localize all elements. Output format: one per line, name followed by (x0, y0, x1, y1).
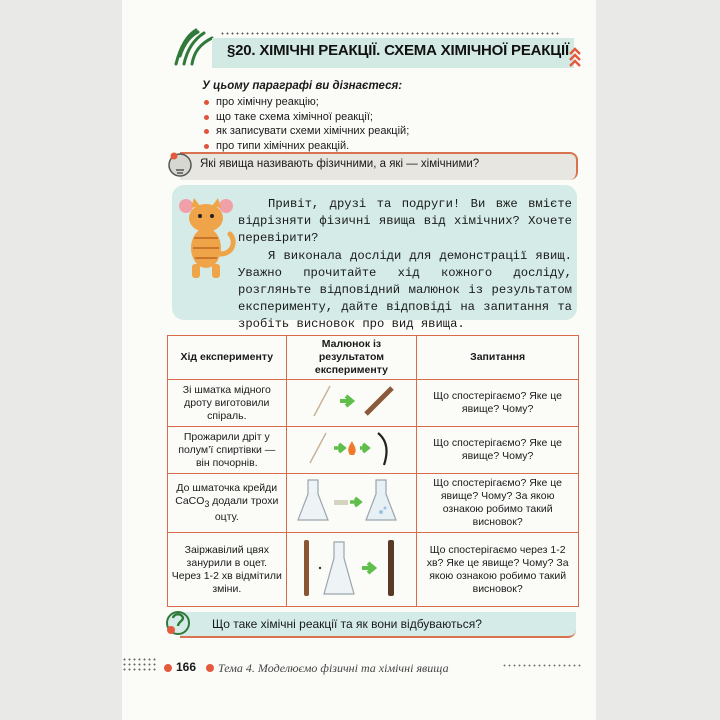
decorative-dots (122, 657, 158, 673)
experiment-image (286, 474, 417, 533)
chalk-icon (334, 500, 348, 505)
footer-bullet (164, 664, 172, 672)
list-item: про хімічну реакцію; (204, 95, 409, 110)
experiment-image (286, 380, 417, 427)
flame-icon (349, 441, 356, 455)
flask-icon (324, 542, 354, 594)
experiment-description: Зі шматка мідного дроту виготовили спіраль. (168, 380, 287, 427)
column-header: Малюнок із результатом експерименту (286, 336, 417, 380)
experiment-description: До шматочка крейди CaCO$_3$ додали трохи оцту. (168, 474, 287, 533)
table-row (168, 380, 579, 427)
question-bulb-icon (162, 606, 194, 638)
question-text: Що таке хімічні реакції та як вони відбуваються? (212, 617, 482, 631)
page-number: 166 (176, 660, 197, 674)
nail-icon (388, 540, 394, 596)
experiment-question: Що спостерігаємо через 1-2 хв? Яке це явище? Чому? За якою ознакою робимо такий висновок? (417, 533, 579, 607)
arrow-right-icon (340, 396, 352, 406)
experiment-table (167, 335, 579, 607)
footer-topic: Тема 4. Моделюємо фізичні та хімічні явища (218, 661, 449, 675)
intro-text (238, 196, 572, 333)
intro-paragraph: Я виконала досліди для демонстрації явищ. Уважно прочитайте хід кожного досліду, розгляньте відповідний малюнок із результатом експерименту, дайте відповіді на запитання та зробіть висновок про вид явища. (238, 249, 572, 331)
experiment-description: Прожарили дріт у полум’ї спиртівки — він почорнів. (168, 427, 287, 474)
table-row (168, 427, 579, 474)
intro-paragraph: Привіт, друзі та подруги! Ви вже вмієте відрізняти фізичні явища від хімічних? Хочете перевірити? (238, 197, 572, 245)
arrow-right-icon (350, 498, 360, 506)
experiment-description: Заіржавілий цвях занурили в оцет. Через 1-2 хв відмітили зміни. (168, 533, 287, 607)
copper-wire-icon (310, 433, 326, 463)
list-item: про типи хімічних реакцій. (204, 139, 409, 154)
list-item: що таке схема хімічної реакції; (204, 110, 409, 125)
table-row (168, 474, 579, 533)
experiment-question: Що спостерігаємо? Яке це явище? Чому? (417, 380, 579, 427)
experiment-image (286, 533, 417, 607)
leaf-icon (172, 26, 216, 66)
rusty-nail-icon (304, 540, 309, 596)
table-header-row (168, 336, 579, 380)
decorative-dots (502, 664, 582, 667)
copper-spiral-icon (366, 388, 392, 414)
copper-wire-icon (314, 386, 330, 416)
table-row (168, 533, 579, 607)
decorative-dots (220, 32, 560, 35)
chevron-up-icon (568, 46, 582, 68)
black-wire-icon (378, 433, 386, 465)
cat-mascot-icon (174, 192, 240, 280)
column-header: Запитання (417, 336, 579, 380)
experiment-image (286, 427, 417, 474)
question-text: Які явища називають фізичними, а які — хімічними? (200, 158, 480, 170)
arrow-right-icon (334, 444, 344, 452)
list-item: як записувати схеми хімічних реакцій; (204, 124, 409, 139)
arrow-right-icon (360, 444, 368, 452)
learn-list (204, 95, 409, 153)
arrow-right-icon (362, 563, 374, 573)
footer-bullet (206, 664, 214, 672)
experiment-question: Що спостерігаємо? Яке це явище? Чому? За якою ознакою робимо такий висновок? (417, 474, 579, 533)
page-title: §20. ХІМІЧНІ РЕАКЦІЇ. СХЕМА ХІМІЧНОЇ РЕАКЦІЇ (227, 42, 569, 59)
column-header: Хід експерименту (168, 336, 287, 380)
flask-icon (298, 480, 328, 520)
question-bulb-icon (166, 150, 194, 180)
experiment-question: Що спостерігаємо? Яке це явище? Чому? (417, 427, 579, 474)
textbook-page (122, 0, 596, 720)
learn-heading: У цьому параграфі ви дізнаєтеся: (202, 80, 403, 92)
